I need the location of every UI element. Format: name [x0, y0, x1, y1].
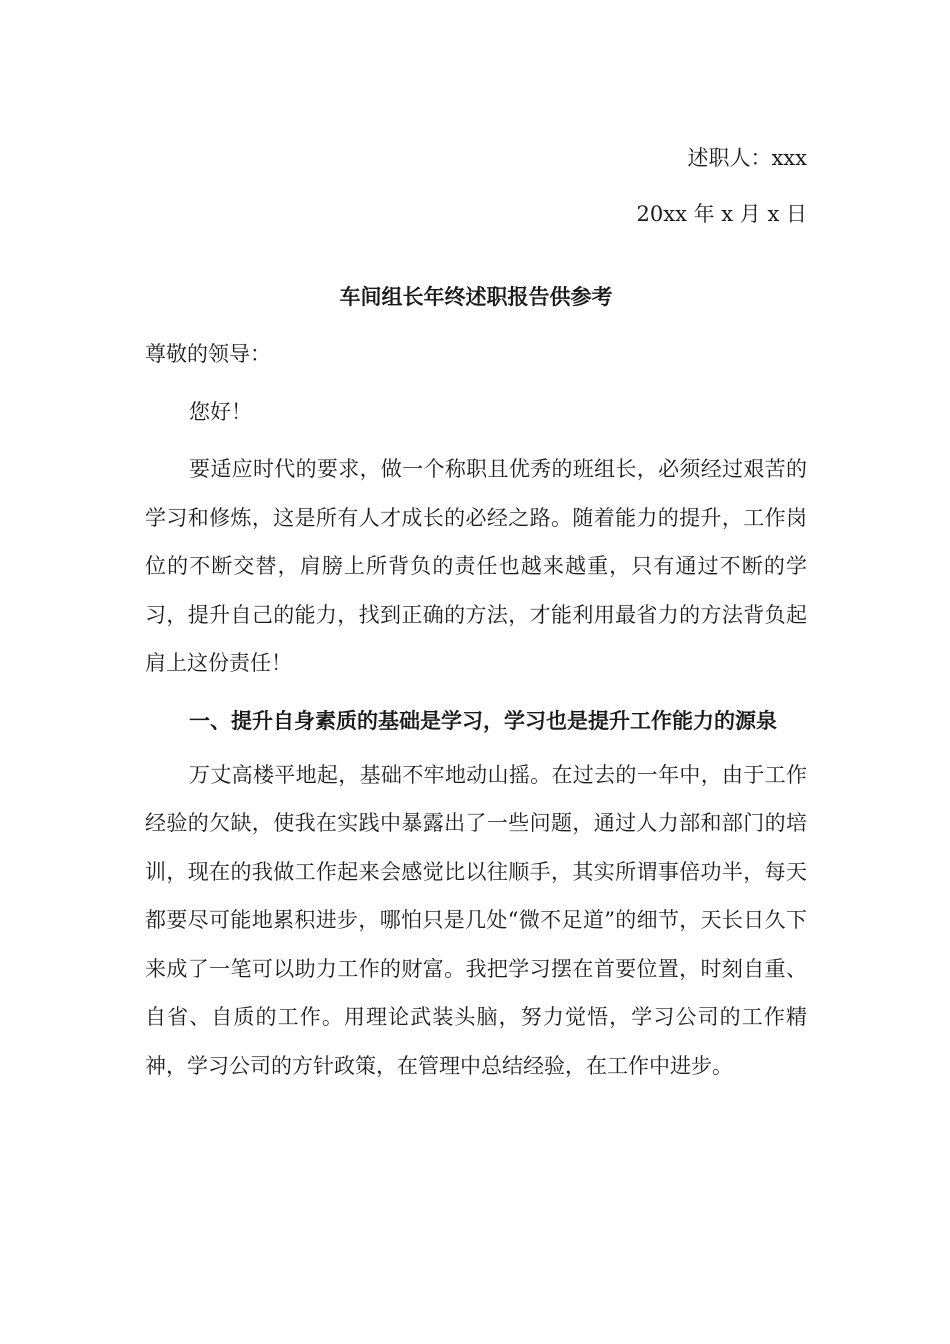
section-heading: 一、提升自身素质的基础是学习，学习也是提升工作能力的源泉	[189, 708, 777, 733]
document-title: 车间组长年终述职报告供参考	[339, 285, 613, 309]
section-paragraph: 万丈高楼平地起，基础不牢地动山摇。在过去的一年中，由于工作经验的欠缺，使我在实践中暴露出了一些问题，通过人力部和部门的培训，现在的我做工作起来会感觉比以往顺手，其实所谓事倍功半，每天都要尽可能地累积进步，哪怕只是几处“微不足道”的细节，天长日久下来成了一笔可以助力工作的财富。我把学习摆在首要位置，时刻自重、自省、自质的工作。用理论武装头脑，努力觉悟，学习公司的工作精神，学习公司的方针政策，在管理中总结经验，在工作中进步。	[145, 762, 807, 1078]
reporter-line: 述职人：xxx	[687, 146, 807, 170]
document-content	[145, 130, 807, 1090]
salutation: 尊敬的领导：	[145, 342, 271, 366]
greeting: 您好！	[189, 400, 252, 424]
intro-paragraph: 要适应时代的要求，做一个称职且优秀的班组长，必须经过艰苦的学习和修炼，这是所有人才成长的必经之路。随着能力的提升，工作岗位的不断交替，肩膀上所背负的责任也越来越重，只有通过不断的学习，提升自己的能力，找到正确的方法，才能利用最省力的方法背负起肩上这份责任！	[145, 457, 807, 675]
date-line: 20xx 年 x 月 x 日	[636, 202, 807, 226]
